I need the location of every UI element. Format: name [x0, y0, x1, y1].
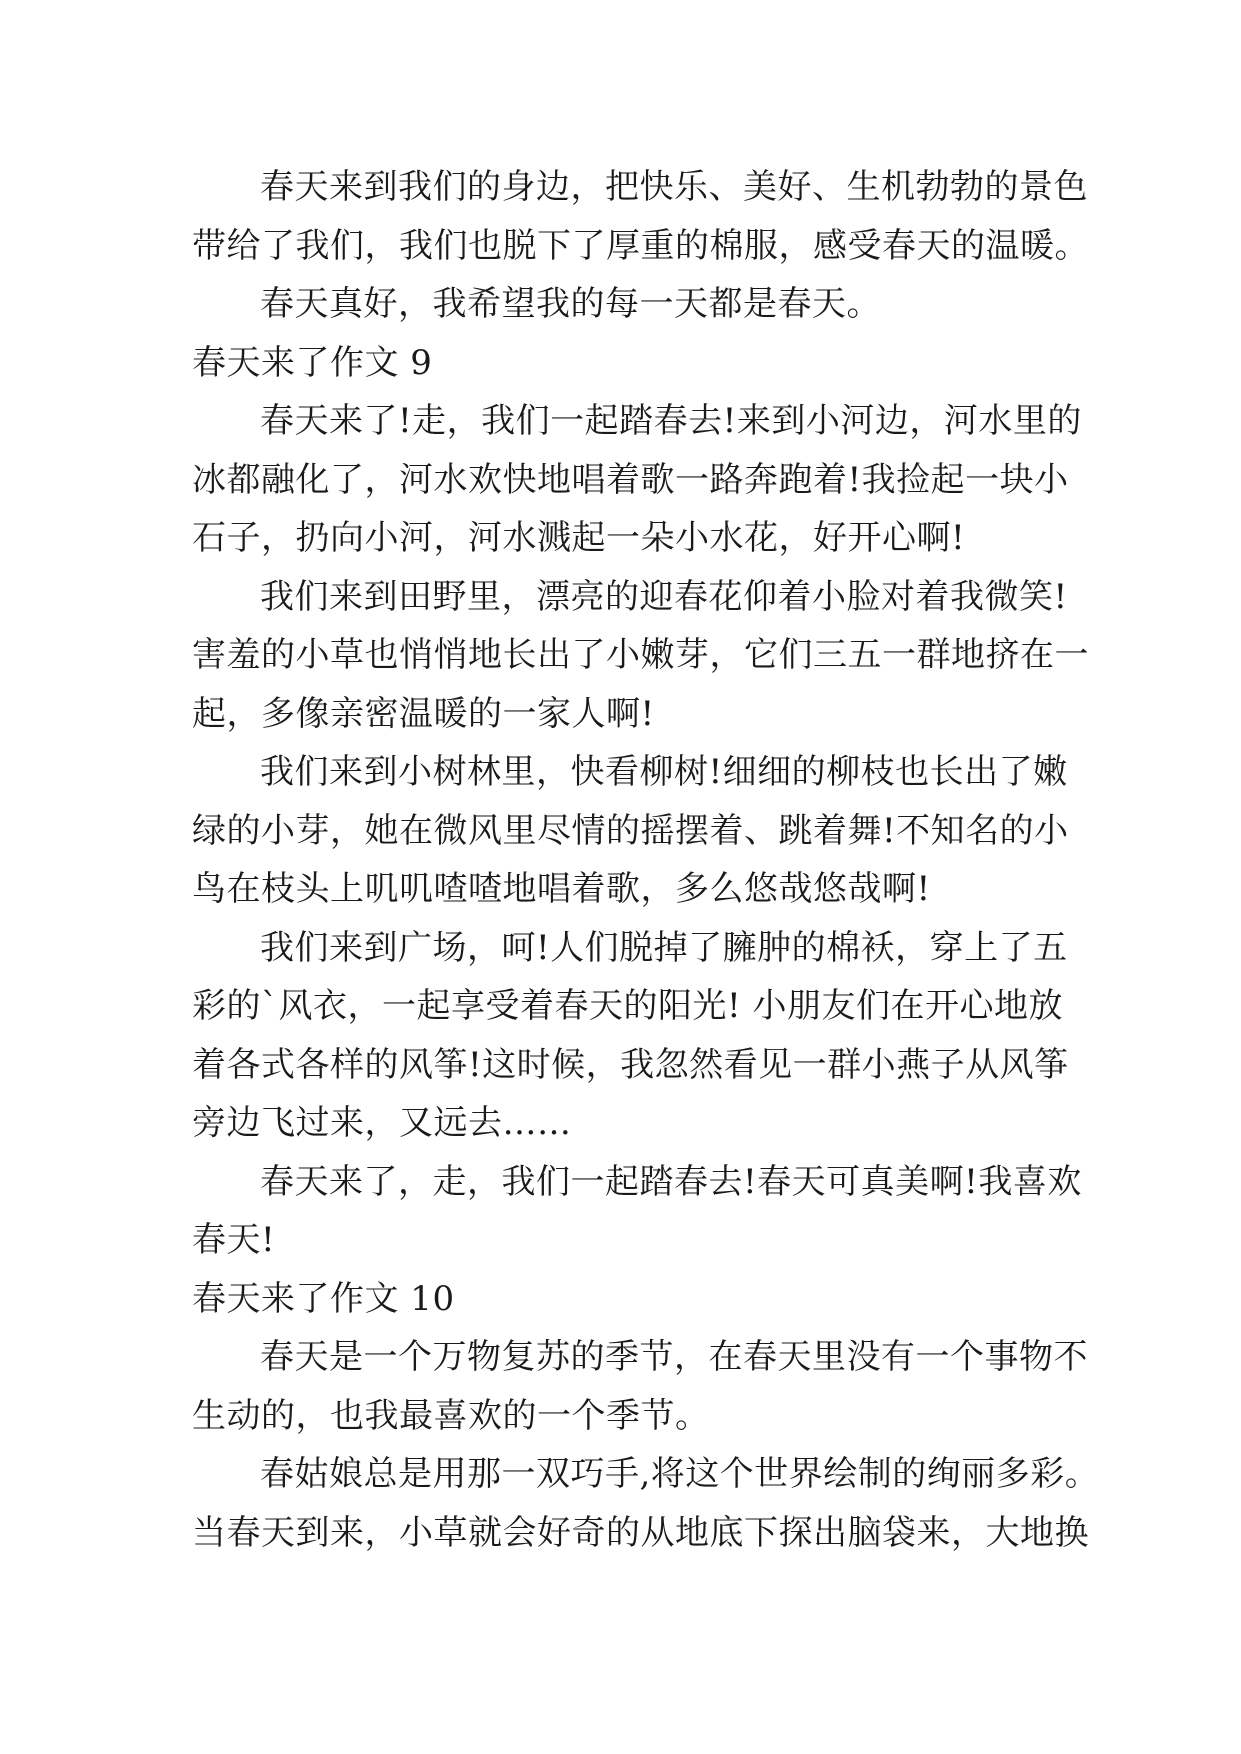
text-line: 害羞的小草也悄悄地长出了小嫩芽，它们三五一群地挤在一 — [192, 635, 1089, 675]
text-line: 冰都融化了，河水欢快地唱着歌一路奔跑着!我捡起一块小 — [192, 459, 1069, 500]
section-heading: 春天来了作文 10 — [192, 1278, 455, 1319]
text-line: 带给了我们，我们也脱下了厚重的棉服，感受春天的温暖。 — [192, 225, 1089, 266]
text-line: 我们来到广场，呵!人们脱掉了臃肿的棉袄，穿上了五 — [260, 927, 1068, 968]
text-line: 春天! — [192, 1220, 276, 1260]
text-line: 生动的，也我最喜欢的一个季节。 — [192, 1395, 710, 1436]
text-line: 旁边飞过来，又远去…… — [192, 1103, 572, 1143]
text-line: 石子，扔向小河，河水溅起一朵小水花，好开心啊! — [192, 518, 966, 558]
text-line: 春天来了!走，我们一起踏春去!来到小河边，河水里的 — [260, 401, 1082, 441]
text-line: 鸟在枝头上叽叽喳喳地唱着歌，多么悠哉悠哉啊! — [192, 869, 931, 909]
text-line: 春天是一个万物复苏的季节，在春天里没有一个事物不 — [260, 1337, 1088, 1377]
text-line: 起，多像亲密温暖的一家人啊! — [192, 693, 655, 734]
text-line: 春天来到我们的身边，把快乐、美好、生机勃勃的景色 — [260, 167, 1088, 207]
section-heading: 春天来了作文 9 — [192, 342, 433, 383]
text-line: 绿的小芽，她在微风里尽情的摇摆着、跳着舞!不知名的小 — [192, 810, 1069, 851]
text-line: 我们来到田野里，漂亮的迎春花仰着小脸对着我微笑! — [260, 576, 1068, 617]
text-line: 春天来了，走，我们一起踏春去!春天可真美啊!我喜欢 — [260, 1161, 1082, 1202]
text-line: 我们来到小树林里，快看柳树!细细的柳枝也长出了嫩 — [260, 752, 1068, 792]
document-body — [192, 158, 1100, 1562]
text-line: 当春天到来，小草就会好奇的从地底下探出脑袋来，大地换 — [192, 1512, 1089, 1553]
text-line: 春姑娘总是用那一双巧手,将这个世界绘制的绚丽多彩。 — [260, 1454, 1100, 1494]
text-line: 着各式各样的风筝!这时候，我忽然看见一群小燕子从风筝 — [192, 1044, 1069, 1085]
text-line: 春天真好，我希望我的每一天都是春天。 — [260, 284, 881, 324]
text-line: 彩的`风衣，一起享受着春天的阳光! 小朋友们在开心地放 — [192, 986, 1063, 1026]
